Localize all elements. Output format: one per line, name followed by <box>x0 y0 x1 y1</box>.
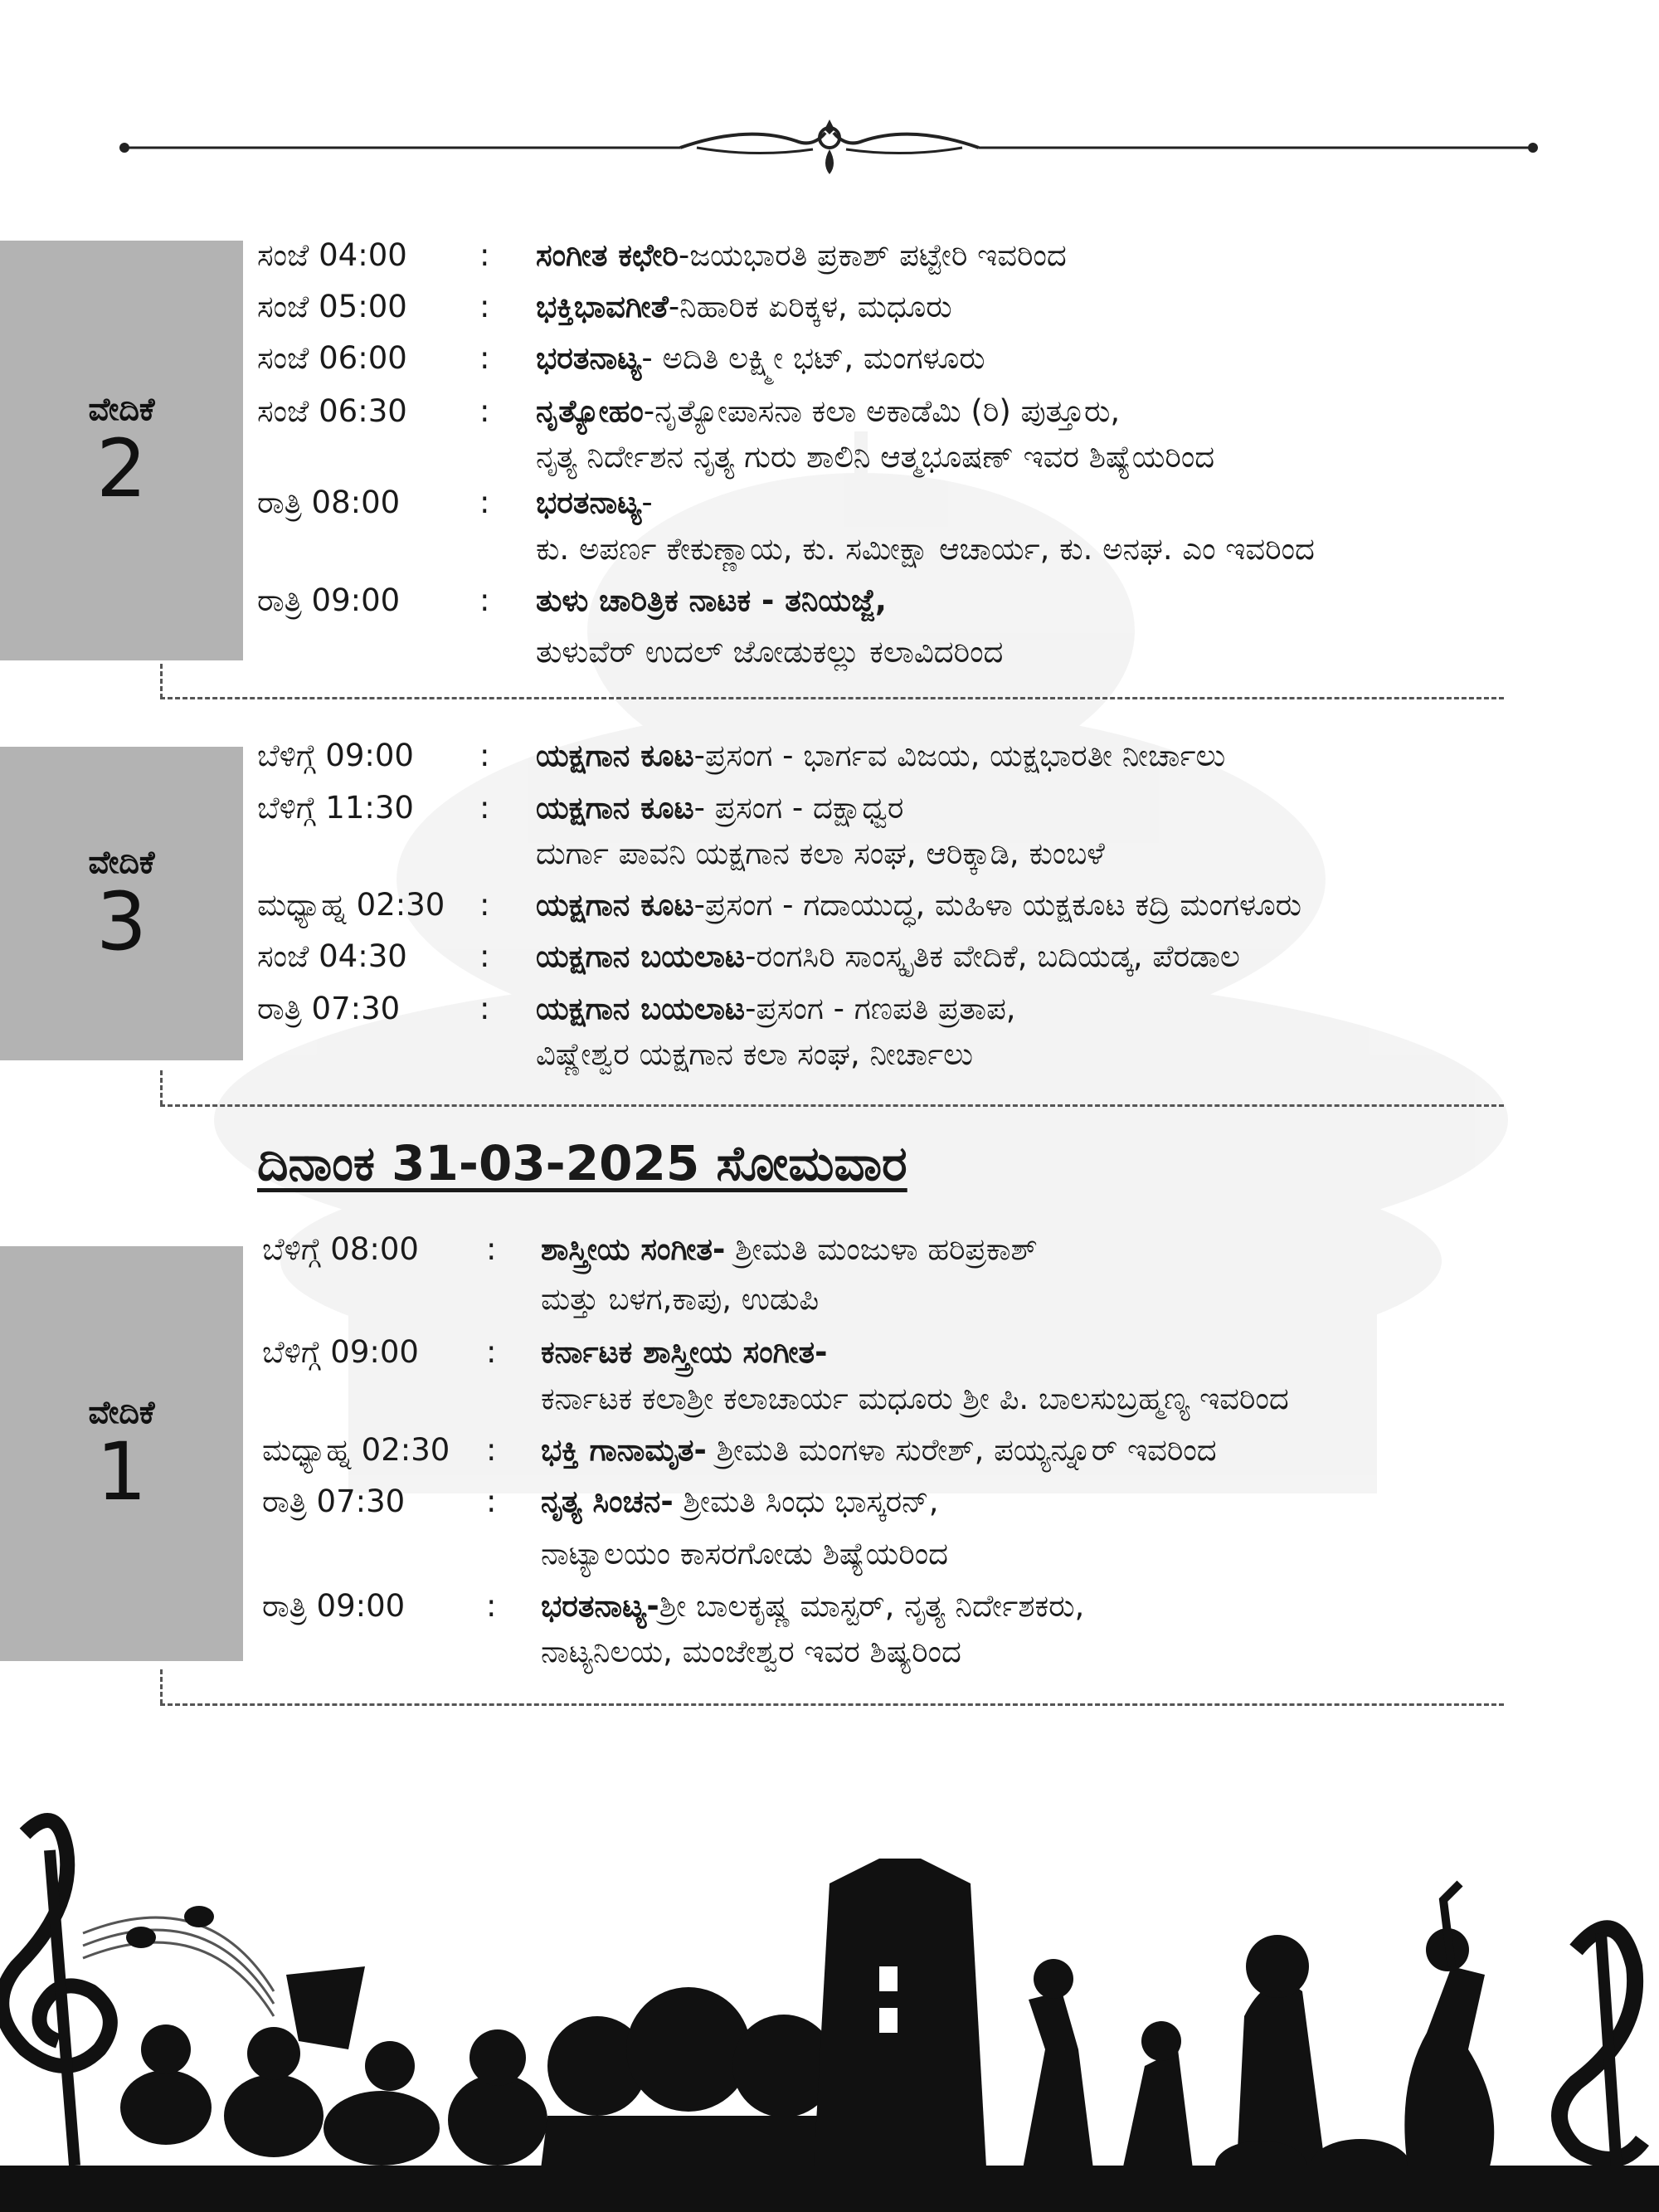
program-detail-continued: ದುರ್ಗಾ ಪಾವನಿ ಯಕ್ಷಗಾನ ಕಲಾ ಸಂಘ, ಆರಿಕ್ಕಾಡಿ, ಕುಂಬಳೆ <box>536 836 1105 871</box>
row-time: ರಾತ್ರಿ 07:30 <box>262 1484 406 1519</box>
program-title: ಶಾಸ್ತ್ರೀಯ ಸಂಗೀತ- <box>541 1231 726 1267</box>
row-description <box>541 1226 1038 1273</box>
row-separator: : <box>486 1588 497 1624</box>
row-description <box>536 882 1301 928</box>
row-separator: : <box>479 738 490 773</box>
row-description <box>536 577 887 624</box>
program-detail-continued: ಮತ್ತು ಬಳಗ,ಕಾಪು, ಉಡುಪಿ <box>541 1281 820 1317</box>
program-detail: -ಜಯಭಾರತಿ ಪ್ರಕಾಶ್ ಪಟ್ಟೇರಿ ಇವರಿಂದ <box>678 237 1067 273</box>
dashed-divider <box>160 697 1504 699</box>
row-separator: : <box>479 485 490 520</box>
program-detail: -ಪ್ರಸಂಗ - ಭಾರ್ಗವ ವಿಜಯ, ಯಕ್ಷಭಾರತೀ ನೀರ್ಚಾಲು <box>693 738 1226 773</box>
row-description <box>536 933 1240 980</box>
program-title: ಸಂಗೀತ ಕಛೇರಿ <box>536 237 679 273</box>
program-detail-continued: ವಿಷ್ಣೇಶ್ವರ ಯಕ್ಷಗಾನ ಕಲಾ ಸಂಘ, ನೀರ್ಚಾಲು <box>536 1036 973 1072</box>
row-separator: : <box>479 790 490 826</box>
program-title: ಭಕ್ತಿ ಗಾನಾಮೃತ- <box>541 1432 707 1468</box>
program-title: ಭಕ್ತಿಭಾವಗೀತೆ <box>536 289 669 324</box>
row-separator: : <box>486 1484 497 1519</box>
program-title: ಭರತನಾಟ್ಯ- <box>541 1588 659 1624</box>
program-detail-continued: ಕರ್ನಾಟಕ ಕಲಾಶ್ರೀ ಕಲಾಚಾರ್ಯ ಮಧೂರು ಶ್ರೀ ಪಿ. ಬಾಲಸುಬ್ರಹ್ಮಣ್ಯ ಇವರಿಂದ <box>541 1381 1289 1416</box>
stage-badge <box>0 747 243 1060</box>
program-title: ನೃತ್ಯ ಸಿಂಚನ- <box>541 1484 674 1519</box>
performers-silhouette-illustration <box>0 1800 1659 2212</box>
row-time: ಬೆಳಿಗ್ಗೆ 09:00 <box>257 738 414 773</box>
row-time: ರಾತ್ರಿ 09:00 <box>257 582 401 618</box>
program-title: ಭರತನಾಟ್ಯ <box>536 340 642 376</box>
program-detail: -ನೃತ್ಯೋಪಾಸನಾ ಕಲಾ ಅಕಾಡೆಮಿ (ರಿ) ಪುತ್ತೂರು, <box>643 393 1121 429</box>
row-description <box>541 1427 1217 1474</box>
program-title: ಯಕ್ಷಗಾನ ಕೂಟ <box>536 887 694 923</box>
program-detail-continued: ನಾಟ್ಯನಿಲಯ, ಮಂಜೇಶ್ವರ ಇವರ ಶಿಷ್ಯರಿಂದ <box>541 1634 961 1669</box>
program-title: ನೃತ್ಯೋಹಂ <box>536 393 644 429</box>
program-detail-continued: ನೃತ್ಯ ನಿರ್ದೇಶನ ನೃತ್ಯ ಗುರು ಶಾಲಿನಿ ಆತ್ಮಭೂಷಣ್ ಇವರ ಶಿಷ್ಯೆಯರಿಂದ <box>536 439 1215 475</box>
row-time: ಸಂಜೆ 06:00 <box>257 340 407 376</box>
row-separator: : <box>486 1231 497 1267</box>
stage-badge <box>0 1246 243 1661</box>
divider-tick <box>160 1070 163 1105</box>
program-detail: ಶ್ರೀ ಬಾಲಕೃಷ್ಣ ಮಾಸ್ಟರ್, ನೃತ್ಯ ನಿರ್ದೇಶಕರು, <box>659 1588 1085 1624</box>
program-detail: ಶ್ರೀಮತಿ ಮಂಜುಳಾ ಹರಿಪ್ರಕಾಶ್ <box>725 1231 1038 1267</box>
program-title: ಯಕ್ಷಗಾನ ಕೂಟ <box>536 790 694 826</box>
stage-number: 3 <box>95 875 148 968</box>
program-title: ಯಕ್ಷಗಾನ ಕೂಟ <box>536 738 694 773</box>
row-time: ಮಧ್ಯಾಹ್ನ 02:30 <box>257 887 445 923</box>
program-detail: -ನಿಹಾರಿಕ ಏರಿಕ್ಕಳ, ಮಧೂರು <box>668 289 952 324</box>
row-time: ಸಂಜೆ 06:30 <box>257 393 407 429</box>
stage-badge <box>0 241 243 660</box>
row-description <box>541 1583 1084 1630</box>
row-time: ರಾತ್ರಿ 09:00 <box>262 1588 406 1624</box>
program-detail: ಶ್ರೀಮತಿ ಮಂಗಳಾ ಸುರೇಶ್, ಪಯ್ಯನ್ನೂರ್ ಇವರಿಂದ <box>706 1432 1217 1468</box>
date-heading: ದಿನಾಂಕ 31-03-2025 ಸೋಮವಾರ <box>257 1135 907 1191</box>
row-description <box>541 1329 827 1376</box>
program-detail-continued: ತುಳುವೆರ್ ಉದಲ್ ಜೋಡುಕಲ್ಲು ಕಲಾವಿದರಿಂದ <box>536 634 1004 670</box>
row-time: ಸಂಜೆ 04:00 <box>257 237 407 273</box>
program-detail: - ಪ್ರಸಂಗ - ದಕ್ಷಾಧ್ವರ <box>693 790 904 826</box>
row-time: ಬೆಳಿಗ್ಗೆ 11:30 <box>257 790 414 826</box>
divider-tick <box>160 1669 163 1704</box>
program-detail: ಶ್ರೀಮತಿ ಸಿಂಧು ಭಾಸ್ಕರನ್, <box>673 1484 939 1519</box>
row-separator: : <box>479 991 490 1026</box>
stage-label: ವೇದಿಕೆ <box>88 844 155 880</box>
program-detail-continued: ಕು. ಅಪರ್ಣ ಕೇಕುಣ್ಣಾಯ, ಕು. ಸಮೀಕ್ಷಾ ಆಚಾರ್ಯ, ಕು. ಅನಘ. ಎಂ ಇವರಿಂದ <box>536 531 1315 567</box>
row-description <box>536 284 952 330</box>
program-detail: -ಪ್ರಸಂಗ - ಗಣಪತಿ ಪ್ರತಾಪ, <box>745 991 1016 1026</box>
row-time: ಬೆಳಿಗ್ಗೆ 08:00 <box>262 1231 419 1267</box>
row-description <box>536 986 1016 1032</box>
program-title: ಯಕ್ಷಗಾನ ಬಯಲಾಟ <box>536 991 746 1026</box>
stage-label: ವೇದಿಕೆ <box>88 391 155 427</box>
row-separator: : <box>479 237 490 273</box>
row-time: ರಾತ್ರಿ 08:00 <box>257 485 401 520</box>
program-detail: - <box>641 485 653 520</box>
stage-number: 2 <box>95 422 148 515</box>
program-detail: -ಪ್ರಸಂಗ - ಗದಾಯುದ್ಧ, ಮಹಿಳಾ ಯಕ್ಷಕೂಟ ಕದ್ರಿ ಮಂಗಳೂರು <box>693 887 1302 923</box>
program-detail: - ಅದಿತಿ ಲಕ್ಷ್ಮೀ ಭಟ್, ಮಂಗಳೂರು <box>641 340 985 376</box>
row-description <box>536 480 653 526</box>
stage-label: ವೇದಿಕೆ <box>88 1394 155 1430</box>
program-title: ಕರ್ನಾಟಕ ಶಾಸ್ತ್ರೀಯ ಸಂಗೀತ- <box>541 1334 828 1370</box>
row-separator: : <box>486 1334 497 1370</box>
row-time: ಬೆಳಿಗ್ಗೆ 09:00 <box>262 1334 419 1370</box>
row-description <box>541 1479 939 1525</box>
program-detail-continued: ನಾಟ್ಯಾಲಯಂ ಕಾಸರಗೋಡು ಶಿಷ್ಯೆಯರಿಂದ <box>541 1536 949 1571</box>
row-description <box>536 335 985 382</box>
divider-tick <box>160 664 163 699</box>
row-description <box>536 733 1225 779</box>
program-title: ತುಳು ಚಾರಿತ್ರಿಕ ನಾಟಕ - ತನಿಯಜ್ಜೆ, <box>536 582 887 618</box>
row-separator: : <box>486 1432 497 1468</box>
row-description <box>536 785 903 831</box>
row-time: ಮಧ್ಯಾಹ್ನ 02:30 <box>262 1432 450 1468</box>
row-time: ರಾತ್ರಿ 07:30 <box>257 991 401 1026</box>
row-separator: : <box>479 887 490 923</box>
ornamental-divider <box>116 116 1543 183</box>
row-separator: : <box>479 340 490 376</box>
row-separator: : <box>479 393 490 429</box>
dashed-divider <box>160 1703 1504 1706</box>
row-separator: : <box>479 938 490 974</box>
stage-number: 1 <box>95 1425 148 1518</box>
dashed-divider <box>160 1104 1504 1107</box>
row-separator: : <box>479 582 490 618</box>
row-separator: : <box>479 289 490 324</box>
program-title: ಭರತನಾಟ್ಯ <box>536 485 642 520</box>
row-description <box>536 388 1120 435</box>
row-description <box>536 232 1067 279</box>
row-time: ಸಂಜೆ 05:00 <box>257 289 407 324</box>
program-detail: -ರಂಗಸಿರಿ ಸಾಂಸ್ಕೃತಿಕ ವೇದಿಕೆ, ಬದಿಯಡ್ಕ, ಪೆರಡಾಲ <box>745 938 1240 974</box>
program-title: ಯಕ್ಷಗಾನ ಬಯಲಾಟ <box>536 938 746 974</box>
row-time: ಸಂಜೆ 04:30 <box>257 938 407 974</box>
